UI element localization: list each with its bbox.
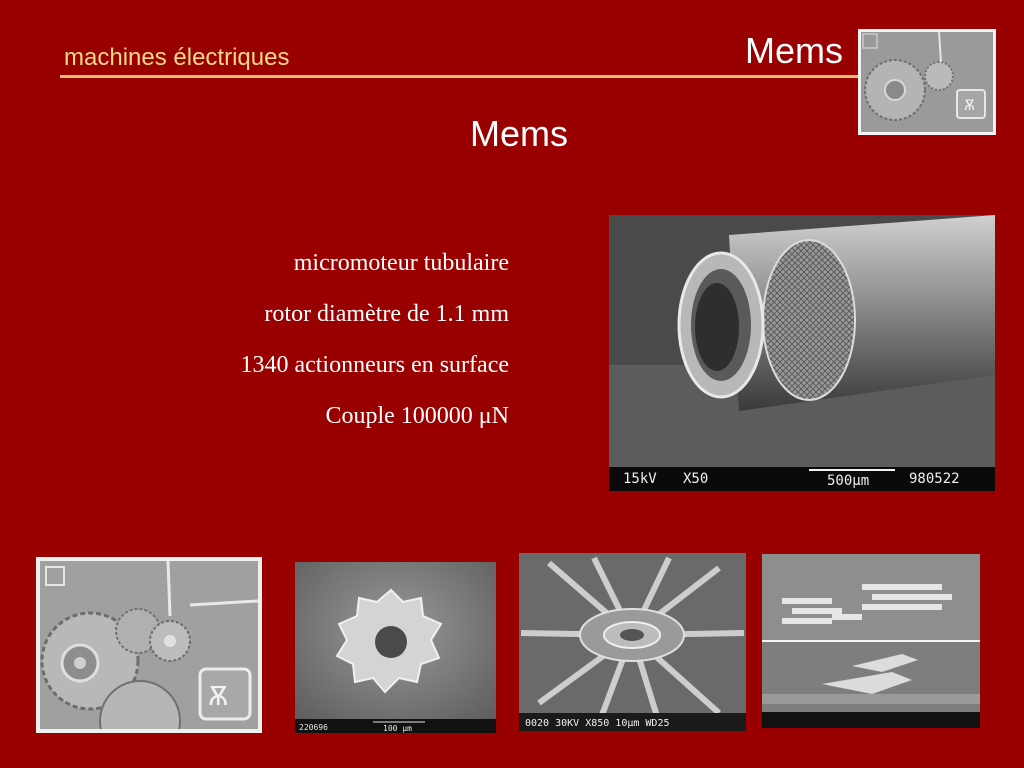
tubular-micromotor-sem-image: [609, 215, 995, 491]
microgear-scale: 100 μm: [383, 724, 412, 733]
bullet-item: micromoteur tubulaire: [293, 250, 509, 276]
svg-text:Ѫ: Ѫ: [208, 682, 229, 712]
bullet-item: 1340 actionneurs en surface: [240, 352, 509, 378]
caption-voltage: 15kV: [623, 471, 657, 487]
gear-train-logo-sem-icon: [36, 557, 262, 733]
caption-magnification: X50: [683, 471, 709, 487]
sem-caption-bar: [609, 467, 995, 491]
scale-bar: [809, 469, 895, 471]
caption-id: 980522: [909, 471, 960, 487]
microgear-code: 220696: [299, 723, 328, 732]
bullet-list: [240, 246, 509, 450]
caption-scale: 500μm: [827, 473, 870, 489]
radial-actuator-array-sem-icon: [519, 553, 746, 731]
eight-tooth-microgear-sem-icon: [295, 562, 496, 733]
header-divider: [60, 75, 860, 78]
svg-text:Ѫ: Ѫ: [964, 98, 976, 114]
comb-drive-sem-icon: [762, 554, 980, 728]
slide-title: Mems: [470, 113, 568, 154]
topic-title: Mems: [745, 30, 843, 71]
bullet-item: rotor diamètre de 1.1 mm: [264, 301, 509, 327]
actuator-caption: 0020 30KV X850 10μm WD25: [525, 718, 670, 729]
section-title: machines électriques: [64, 44, 290, 71]
gear-mechanism-thumbnail-icon: [858, 29, 996, 135]
bullet-item: Couple 100000 μN: [325, 403, 509, 429]
